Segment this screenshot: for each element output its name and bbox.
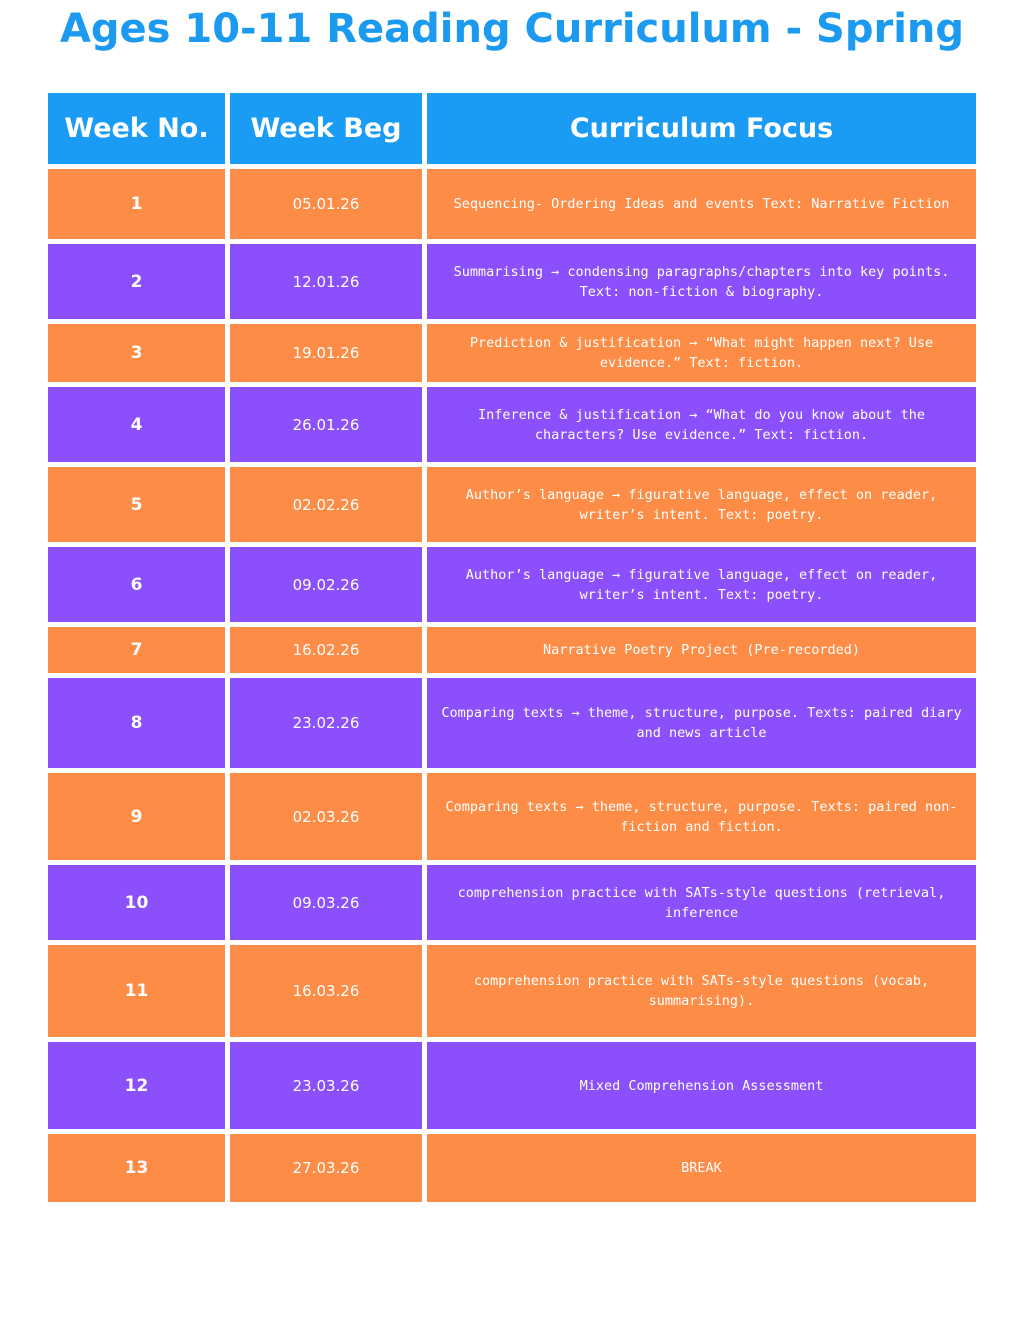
header-curriculum-focus: Curriculum Focus bbox=[427, 93, 976, 164]
week-number-cell: 10 bbox=[48, 865, 225, 940]
curriculum-focus-cell: Comparing texts → theme, structure, purpose. Texts: paired non-fiction and fiction. bbox=[427, 773, 976, 860]
week-number-cell: 7 bbox=[48, 627, 225, 673]
week-number-cell: 3 bbox=[48, 324, 225, 382]
curriculum-focus-cell: BREAK bbox=[427, 1134, 976, 1202]
week-begin-cell: 23.03.26 bbox=[230, 1042, 422, 1129]
curriculum-focus-cell: comprehension practice with SATs-style questions (vocab, summarising). bbox=[427, 945, 976, 1037]
week-number-cell: 1 bbox=[48, 169, 225, 239]
week-number-cell: 11 bbox=[48, 945, 225, 1037]
week-begin-cell: 16.03.26 bbox=[230, 945, 422, 1037]
week-begin-cell: 09.02.26 bbox=[230, 547, 422, 622]
page-title: Ages 10-11 Reading Curriculum - Spring bbox=[59, 6, 965, 52]
week-number-cell: 8 bbox=[48, 678, 225, 768]
week-number-cell: 4 bbox=[48, 387, 225, 462]
curriculum-focus-cell: Author’s language → figurative language, effect on reader, writer’s intent. Text: poetry. bbox=[427, 547, 976, 622]
week-number-cell: 13 bbox=[48, 1134, 225, 1202]
week-begin-cell: 05.01.26 bbox=[230, 169, 422, 239]
header-week-beg: Week Beg bbox=[230, 93, 422, 164]
week-number-cell: 9 bbox=[48, 773, 225, 860]
curriculum-focus-cell: Prediction & justification → “What might happen next? Use evidence.” Text: fiction. bbox=[427, 324, 976, 382]
curriculum-table bbox=[48, 93, 976, 1202]
week-begin-cell: 02.02.26 bbox=[230, 467, 422, 542]
curriculum-focus-cell: Author’s language → figurative language, effect on reader, writer’s intent. Text: poetry. bbox=[427, 467, 976, 542]
week-begin-cell: 23.02.26 bbox=[230, 678, 422, 768]
curriculum-focus-cell: Summarising → condensing paragraphs/chapters into key points. Text: non-fiction & biography. bbox=[427, 244, 976, 319]
week-begin-cell: 26.01.26 bbox=[230, 387, 422, 462]
curriculum-focus-cell: Inference & justification → “What do you know about the characters? Use evidence.” Text: fiction. bbox=[427, 387, 976, 462]
week-number-cell: 5 bbox=[48, 467, 225, 542]
week-begin-cell: 27.03.26 bbox=[230, 1134, 422, 1202]
header-week-no: Week No. bbox=[48, 93, 225, 164]
week-number-cell: 6 bbox=[48, 547, 225, 622]
week-begin-cell: 09.03.26 bbox=[230, 865, 422, 940]
week-number-cell: 2 bbox=[48, 244, 225, 319]
week-begin-cell: 19.01.26 bbox=[230, 324, 422, 382]
curriculum-focus-cell: comprehension practice with SATs-style questions (retrieval, inference bbox=[427, 865, 976, 940]
week-begin-cell: 12.01.26 bbox=[230, 244, 422, 319]
week-begin-cell: 02.03.26 bbox=[230, 773, 422, 860]
curriculum-focus-cell: Sequencing- Ordering Ideas and events Text: Narrative Fiction bbox=[427, 169, 976, 239]
week-begin-cell: 16.02.26 bbox=[230, 627, 422, 673]
curriculum-focus-cell: Narrative Poetry Project (Pre-recorded) bbox=[427, 627, 976, 673]
curriculum-focus-cell: Mixed Comprehension Assessment bbox=[427, 1042, 976, 1129]
week-number-cell: 12 bbox=[48, 1042, 225, 1129]
curriculum-focus-cell: Comparing texts → theme, structure, purpose. Texts: paired diary and news article bbox=[427, 678, 976, 768]
